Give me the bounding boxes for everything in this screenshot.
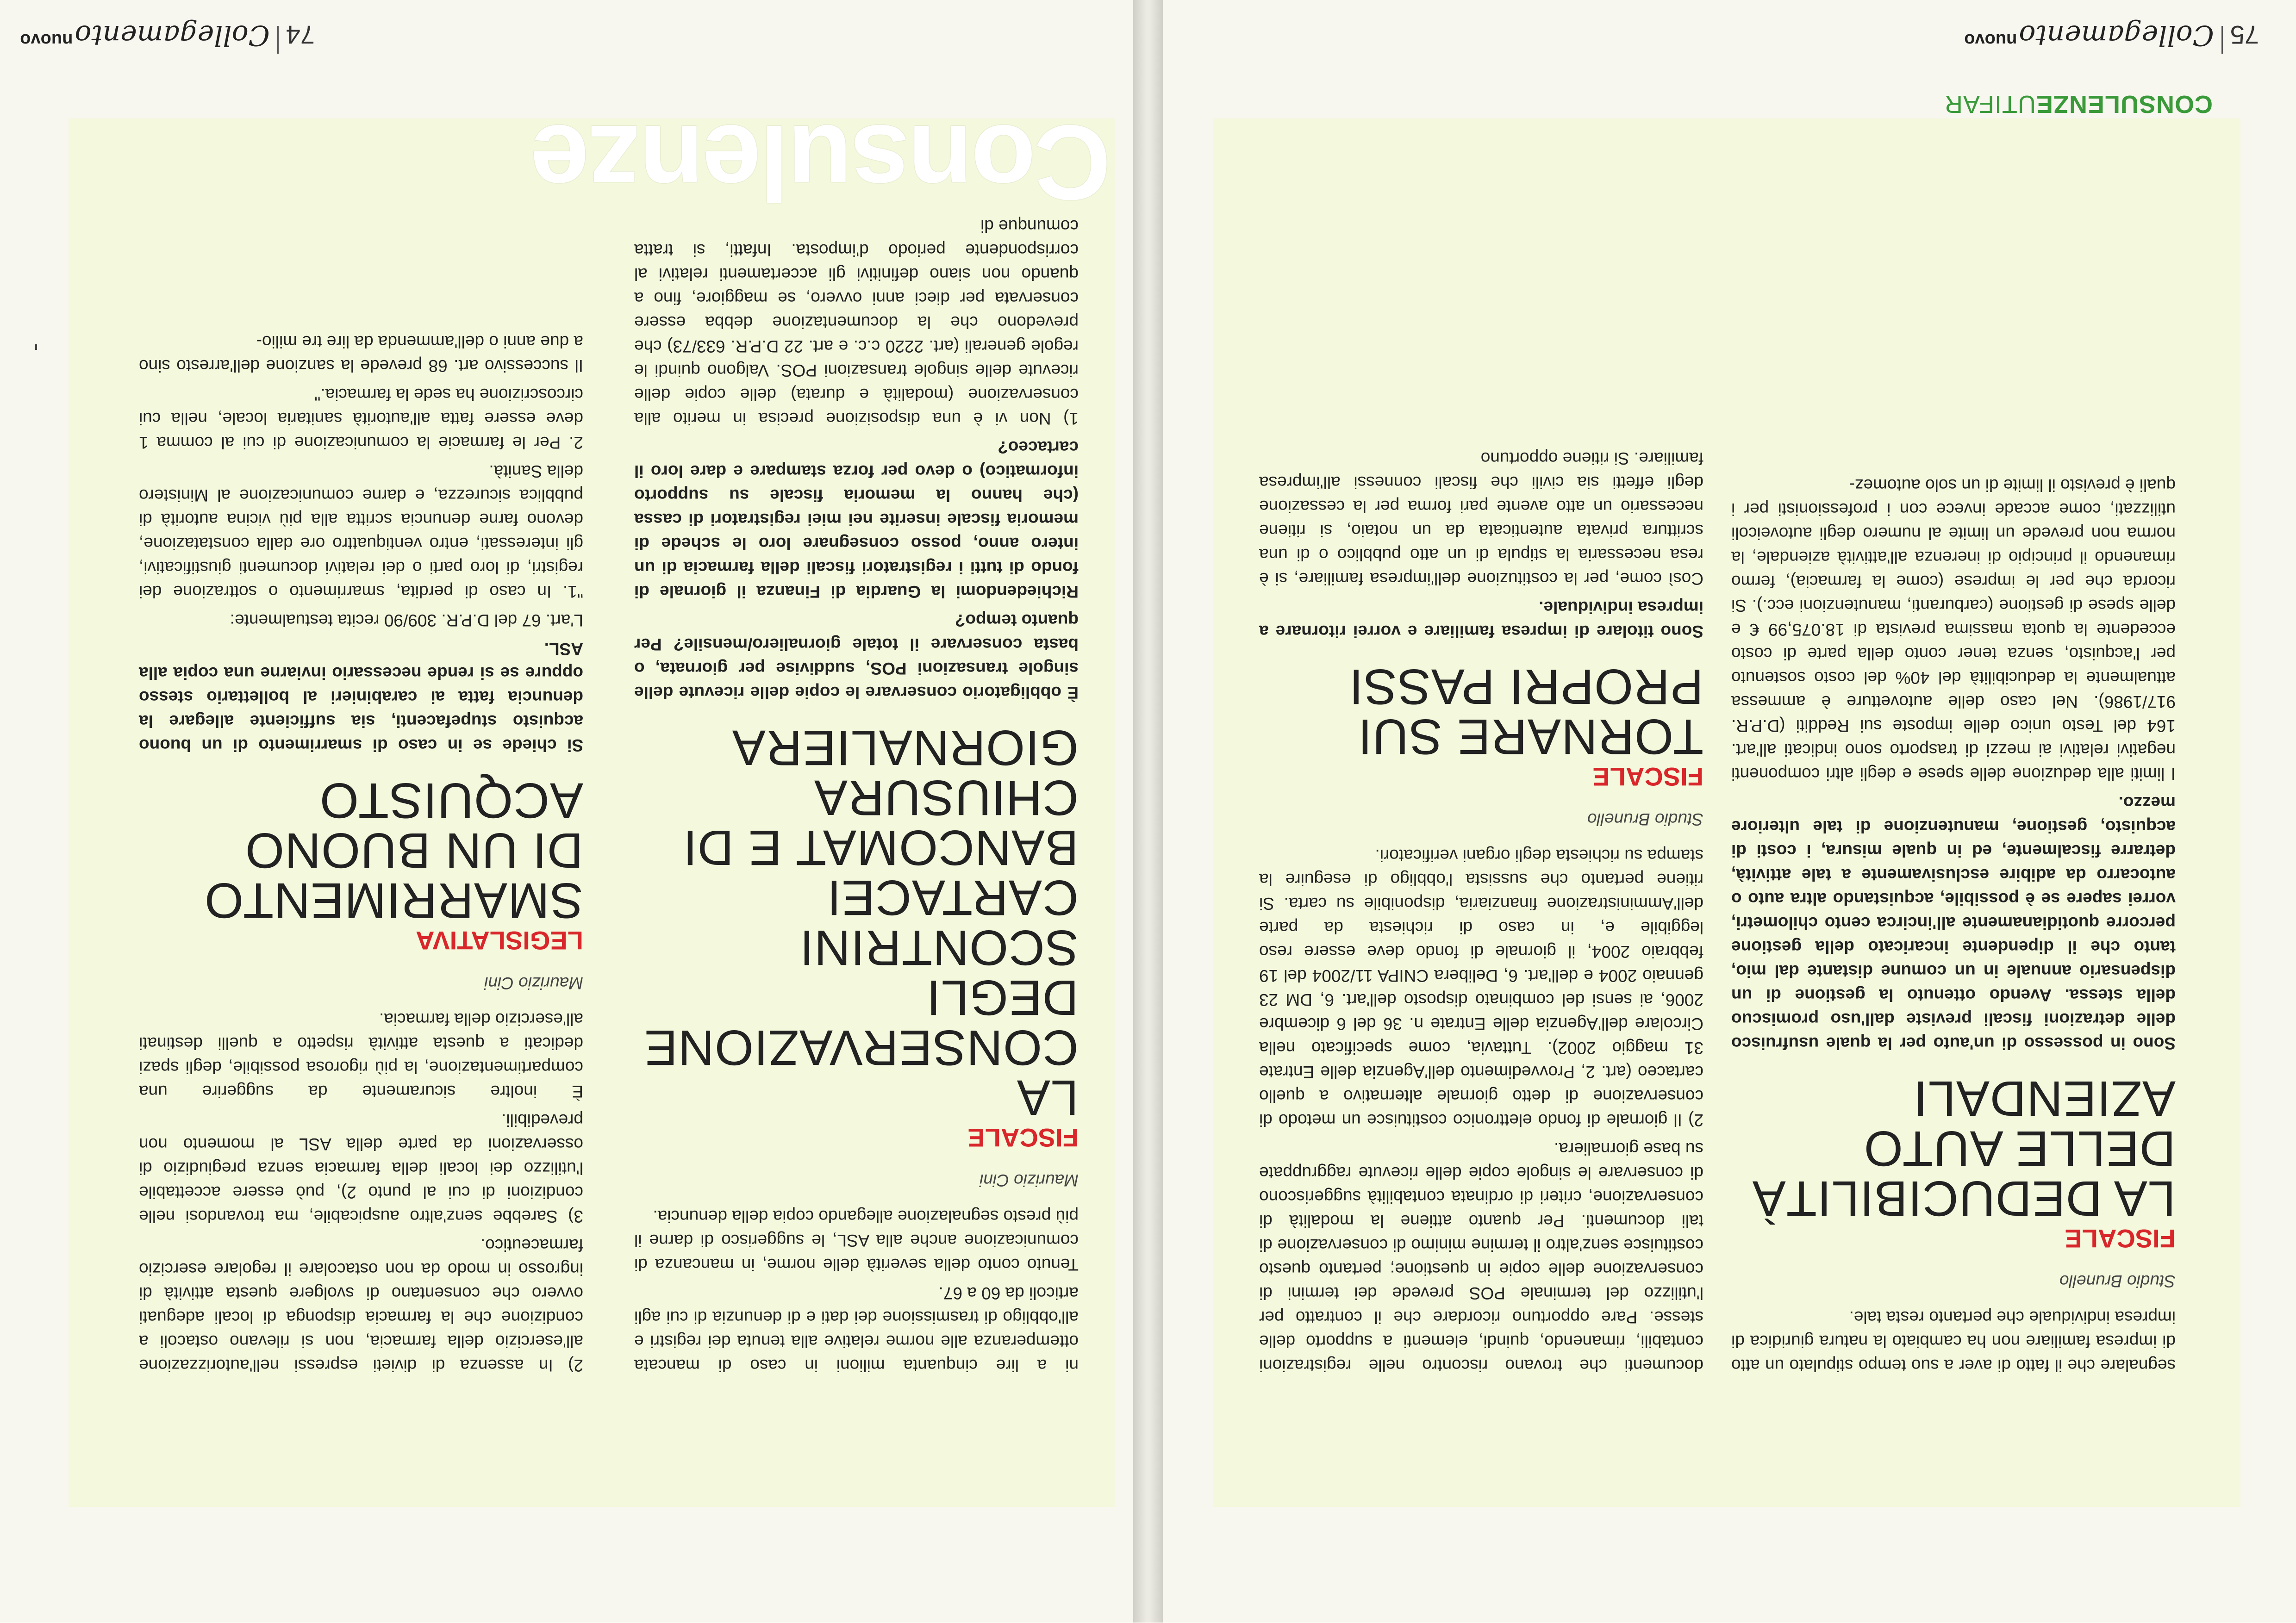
answer-paragraph: 2. Per le farmacie la comunicazione di cui al comma 1 deve essere fatta all'autorità sanitaria locale, nella cui circoscrizione ha sede la farmacia." [139,385,583,452]
column-p75-right [1731,468,2176,1377]
reader-question: Richiedendomi la Guardia di Finanza il giornale di fondo di tutti i registratori fiscali della farmacia di un intero anno, posso consegnare loro le schede di memoria fiscale inserite nei miei registratori di cassa (che hanno la memoria fiscale su supporto informatico) o devo per forza stampare e dare loro il cartaceo? [634,438,1079,601]
paragraph: ni a lire cinquanta milioni in caso di mancata ottemperanza alle norme relative alla tenuta dei registri e all'obbligo di trasmissione dei dati e di denunzia di cui agli articoli da 60 a 67. [634,1284,1079,1375]
author-credit: Maurizio Cini [980,1171,1079,1190]
paragraph: 3) Sarebbe senz'altro auspicabile, ma trovandosi nelle condizioni di cui al punto 2), può essere accettabile l'utilizzo dei locali della farmacia senza pregiudizio di osservazioni da parte della ASL al momento non prevedibili. [139,1111,583,1226]
section-kicker: LEGISLATIVA [416,926,583,955]
running-section-label: CONSULENZEUTIFAR [1944,90,2213,118]
answer-paragraph: "1. In caso di perdita, smarrimento o sottrazione dei registri, di loro parti o dei relativi documenti giustificativi, gli interessati, entro ventiquattro ore dalla constatazione, devono farne denuncia scritta alla più vicina autorità di pubblica sicurezza, e darne comunicazione al Ministero della Sanità. [139,462,583,601]
answer-paragraph: 1) Non vi è una disposizione precisa in merito alla conservazione (modalità e durata) delle copie delle ricevute delle singole transazioni POS. Valgono quindi le regole generali (art. 2220 c.c. e art. 22 D.P.R. 633/73) che prevedono che la documentazione debba essere conservata per dieci anni ovvero, se maggiore, fino a quando non siano definitivi gli accertamenti relativi al corrispondente periodo d'imposta. Infatti, si tratta comunque di [634,217,1079,428]
author-credit: Maurizio Cini [484,974,583,993]
column-p74-left [634,209,1079,1377]
section-banner [509,95,1111,222]
page-number: 75 [2230,20,2259,50]
reader-question: Sono in possesso di un'auto per la quale usufruisco delle detrazioni fiscali previste dall'uso promiscuo della stessa. Avendo ottenuto la gestione di un dispensario annuale in un comune distante dal mio, tanto che il dipendente incaricato della gestione percorre quotidianamente all'incirca cento chilometri, vorrei sapere se è possibile, acquistando altra auto o autocarro da adibire esclusivamente a tale attività, detrarre fiscalmente, ed in quale misura, i costi di acquisto, gestione, manutenzione di tale ulteriore mezzo. [1731,793,2176,1053]
answer-paragraph: Il successivo art. 68 prevede la sanzione dell'arresto sino a due anni o dell'ammenda da lire tre milio- [139,332,583,375]
book-gutter [1133,0,1163,1623]
article-headline: LA DEDUCIBILITÀ DELLE AUTO AZIENDALI [1752,1071,2176,1227]
reader-question: Si chiede se in caso di smarrimento di un buono acquisto stupefacenti, sia sufficiente allegare la denuncia fatta ai carabinieri al bollettario stesso oppure se si rende necessario inviarne una copia alla ASL. [139,640,583,755]
folio-divider [277,26,279,54]
paragraph: Tenuto conto della severità delle norme, in mancanza di comunicazione anche alla ASL, le suggerisco di darne il più presto segnalazione allegando copia della denuncia. [634,1207,1079,1274]
paragraph: 2) In assenza di divieti espressi nell'autorizzazione all'esercizio della farmacia, non si rilevano ostacoli a condizione che la farmacia disponga di locali adeguati ovvero che consentano di svolgere questa attività di ingrosso in modo da non ostacolare il regolare esercizio farmaceutico. [139,1236,583,1375]
answer-paragraph: L'art. 67 del D.P.R. 309/90 recita testualmente: [230,611,583,630]
folio-75 [1964,19,2259,54]
magazine-logo: Collegamento$^{nuovo}$ [20,19,270,51]
scan-speck [35,344,37,350]
section-kicker: FISCALE [1592,762,1703,791]
column-p74-right [139,325,583,1377]
article-headline: SMARRIMENTO DI UN BUONO ACQUISTO [204,773,583,929]
paragraph: È inoltre sicuramente da suggerire una compartimentazione, la più rigorosa possibile, degli spazi dedicati a questa attività rispetto a quelli destinati all'esercizio della farmacia. [139,1010,583,1101]
reader-question: È obbligatorio conservare le copie delle ricevute delle singole transazioni POS, suddivise per giornata, o basta conservare il totale giornaliero/mensile? Per quanto tempo? [634,611,1079,702]
section-kicker: FISCALE [967,1123,1079,1152]
article-headline: TORNARE SUI PROPRI PASSI [1348,659,1703,765]
answer-paragraph: I limiti alla deduzione delle spese e degli altri componenti negativi relativi ai mezzi di trasporto sono indicati all'art. 164 del Testo unico delle imposte sui Redditi (D.P.R. 917/1986). Nel caso delle autovetture è ammessa attualmente la deducibilità del 40% del costo sostenuto per l'acquisto, senza tener conto della parte di costo eccedente la quota massima prevista di 18.075,99 € e delle spese di gestione (carburanti, manutenzioni ecc.). Si ricorda che per le imprese (come la farmacia), fermo rimanendo il principio di inerenza all'attività aziendale, la norma non prevede un limite al numero degli autoveicoli utilizzati, come accade invece con i professionisti per i quali è previsto il limite di un solo automez- [1731,476,2176,784]
author-credit: Studio Brunello [2059,1272,2176,1291]
magazine-logo: Collegamento$^{nuovo}$ [1964,19,2214,51]
section-kicker: FISCALE [2065,1224,2176,1253]
answer-paragraph: Così come, per la costituzione dell'impresa familiare, si è resa necessaria la stipula di un atto pubblico o di una scrittura privata autenticata da un notaio, si ritiene necessario un atto avente pari forma per la cessazione degli effetti sia civili che fiscali connessi all'impresa familiare. Si ritiene opportuno [1259,449,1703,588]
column-p75-left [1259,442,1703,1377]
paragraph: 2) Il giornale di fondo elettronico costituisce un metodo di conservazione di detto giornale alternativo a quello cartaceo (art. 2, Provvedimento dell'Agenzia delle Entrate 31 maggio 2002). Tuttavia, come specificato nella Circolare dell'Agenzia delle Entrate n. 36 del 6 dicembre 2006, ai sensi del combinato disposto dell'art. 6, DM 23 gennaio 2004 e dell'art. 6, Delibera CNIPA 11/2004 del 19 febbraio 2004, il giornale di fondo deve essere reso leggibile e, in caso di richiesta da parte dell'Amministrazione finanziaria, disponibile su carta. Si ritiene pertanto che sussista l'obbligo di eseguire la stampa su richiesta degli organi verificatori. [1259,846,1703,1130]
folio-divider [2221,26,2223,54]
article-headline: LA CONSERVAZIONE DEGLI SCONTRINI CARTACEI BANCOMAT E DI CHIUSURA GIORNALIERA [643,720,1079,1126]
page-number: 74 [286,20,315,50]
banner-title: Consulenze [532,103,1111,222]
paragraph: segnalare che il fatto di aver a suo tempo stipulato un atto di impresa familiare non ha cambiato la natura giuridica di impresa individuale che pertanto resta tale. [1731,1308,2176,1375]
reader-question: Sono titolare di impresa familiare e vorrei ritornare a impresa individuale. [1259,598,1703,641]
folio-74 [20,19,315,54]
author-credit: Studio Brunello [1587,810,1703,829]
paragraph: documenti che trovano riscontro nelle registrazioni contabili, rimanendo, quindi, elementi a supporto delle stesse. Pare opportuno ricordare che il contratto per l'utilizzo del terminale POS prevede dei termini di conservazione delle copie in questione; pertanto questo costituisce senz'altro il termine minimo di conservazione di tali documenti. Per quanto attiene la modalità di conservazione, criteri di ordinata contabilità suggeriscono di conservare le singole copie delle ricevute raggruppate su base giornaliera. [1259,1139,1703,1375]
